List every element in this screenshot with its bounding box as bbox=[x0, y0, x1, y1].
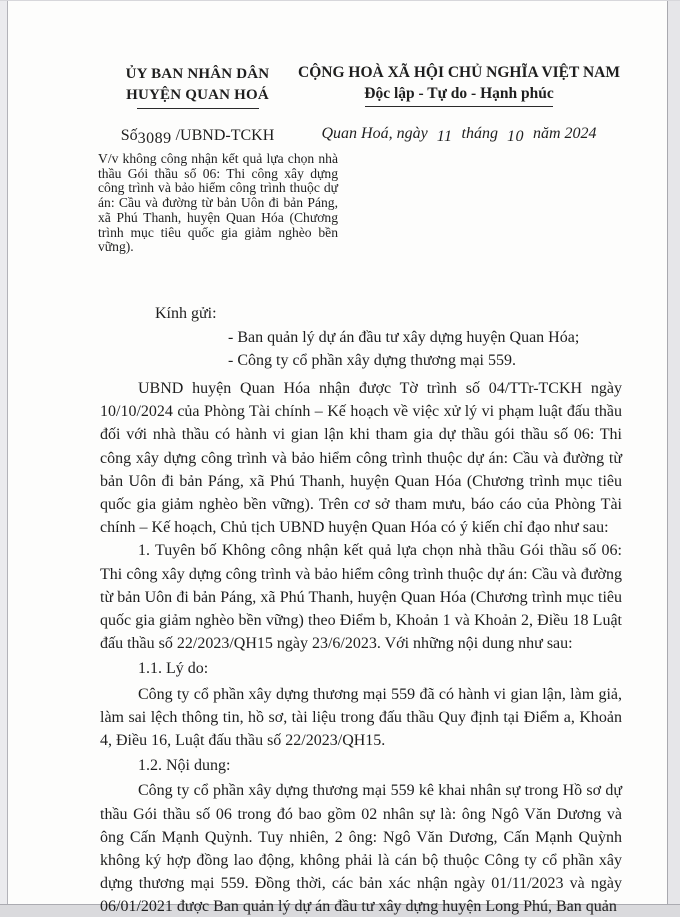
page-edge-right bbox=[667, 0, 680, 917]
body-paragraph-section1: 1. Tuyên bố Không công nhận kết quả lựa chọn nhà thầu Gói thầu số 06: Thi công xây dựng công trình và bảo hiểm công trình thuộc dự án: Cầu và đường từ bản Uôn đi bản Páng, xã Phú Thanh, huyện Quan Hóa (Chương trình mục tiêu quốc gia giảm nghèo bền vững) theo Điểm b, Khoản 1 và Khoản 2, Điều 18 Luật đấu thầu số 22/2023/QH15 ngày 23/6/2023. Với những nội dung như sau: bbox=[100, 542, 622, 653]
date-lead: Quan Hoá, ngày bbox=[321, 125, 428, 142]
salutation-label: Kính gửi: bbox=[155, 305, 217, 322]
section-heading-1-2: 1.2. Nội dung: bbox=[138, 757, 231, 775]
national-motto: Độc lập - Tự do - Hạnh phúc bbox=[364, 85, 554, 102]
doc-number-value: 3089 bbox=[137, 130, 172, 147]
document-number bbox=[75, 127, 320, 145]
doc-number-prefix: Số bbox=[120, 127, 138, 144]
body-paragraph-content: Công ty cổ phần xây dựng thương mại 559 kê khai nhân sự trong Hồ sơ dự thầu Gói thầu số 06 trong đó bao gồm 02 nhân sự là: ông Ngô Văn Dương và ông Cấn Mạnh Quỳnh. Tuy nhiên, 2 ông: Ngô Văn Dương, Cấn Mạnh Quỳnh không ký hợp đồng lao động, không phải là cán bộ thuộc Công ty cổ phần xây dựng thương mại 559. Đồng thời, các bản xác nhận ngày 01/11/2023 và ngày 06/01/2021 được Ban quản lý dự án đầu tư xây dựng huyện Long Phú, Ban quản bbox=[100, 782, 622, 916]
document-subject: V/v không công nhận kết quả lựa chọn nhà thầu Gói thầu số 06: Thi công xây dựng công trình và bảo hiểm công trình thuộc dự án: Cầu và đường từ bản Uôn đi bản Páng, xã Phú Thanh, huyện Quan Hóa (Chương trình mục tiêu quốc gia giảm nghèo bền vững). bbox=[98, 151, 338, 255]
doc-number-suffix: /UBND-TCKH bbox=[171, 127, 275, 144]
document-body bbox=[100, 377, 622, 917]
authority-name-line2: HUYỆN QUAN HOÁ bbox=[126, 87, 269, 103]
page-edge-left bbox=[0, 0, 8, 917]
motto-underline-rule bbox=[365, 106, 553, 107]
recipient-list bbox=[228, 327, 579, 372]
body-paragraph-reason: Công ty cổ phần xây dựng thương mại 559 đã có hành vi gian lận, làm giả, làm sai lệch thông tin, hồ sơ, tài liệu trong đấu thầu Quy định tại Điểm a, Khoản 4, Điều 16, Luật đấu thầu số 22/2023/QH15. bbox=[100, 685, 622, 750]
issuing-authority-block bbox=[75, 64, 320, 109]
body-paragraph-intro: UBND huyện Quan Hóa nhận được Tờ trình số 04/TTr-TCKH ngày 10/10/2024 của Phòng Tài chính – Kế hoạch về việc xử lý vi phạm luật đấu thầu đối với nhà thầu có hành vi gian lận khi tham gia dự thầu gói thầu số 06: Thi công xây dựng công trình và bảo hiểm công trình thuộc dự án: Cầu và đường từ bản Uôn đi bản Páng, xã Phú Thanh, huyện Quan Hóa (Chương trình mục tiêu quốc gia giảm nghèo bền vững). Trên cơ sở tham mưu, báo cáo của Phòng Tài chính – Kế hoạch, Chủ tịch UBND huyện Quan Hóa có ý kiến chỉ đạo như sau: bbox=[100, 380, 622, 537]
section-heading-1-1: 1.1. Lý do: bbox=[138, 660, 209, 678]
authority-name-line1: ỦY BAN NHÂN DÂN bbox=[125, 66, 270, 82]
date-nam-year: năm 2024 bbox=[532, 125, 597, 142]
national-header-block bbox=[288, 62, 630, 107]
date-month: 10 bbox=[506, 128, 524, 145]
recipient-item: - Công ty cổ phần xây dựng thương mại 559. bbox=[228, 351, 516, 369]
national-title: CỘNG HOÀ XÃ HỘI CHỦ NGHĨA VIỆT NAM bbox=[298, 64, 620, 81]
recipient-item: - Ban quản lý dự án đầu tư xây dựng huyện Quan Hóa; bbox=[228, 329, 580, 346]
date-day: 11 bbox=[436, 128, 453, 145]
page-edge-top bbox=[0, 0, 680, 1]
authority-underline-rule bbox=[137, 108, 259, 109]
date-thang: tháng bbox=[461, 125, 498, 142]
place-and-date bbox=[288, 125, 630, 143]
